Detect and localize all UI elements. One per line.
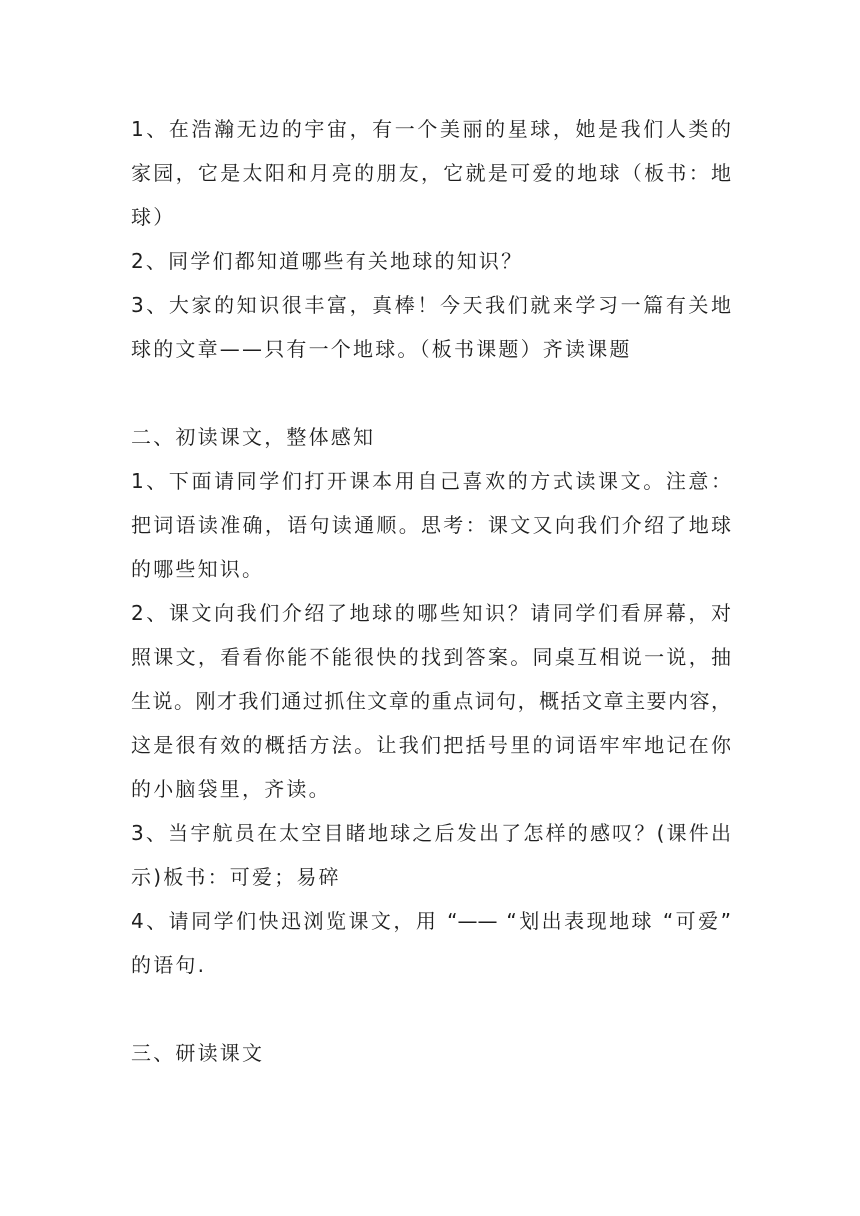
text-line: 2、同学们都知道哪些有关地球的知识？ xyxy=(131,249,524,273)
text-line: 的小脑袋里，齐读。 xyxy=(131,777,331,801)
reading-paragraph-1 xyxy=(131,459,731,591)
spacer xyxy=(131,987,731,1031)
text-line: 2、课文向我们介绍了地球的哪些知识？请同学们看屏幕，对 xyxy=(131,601,731,625)
document-page xyxy=(131,107,731,1075)
spacer xyxy=(131,371,731,415)
text-line: 3、大家的知识很丰富，真棒！今天我们就来学习一篇有关地 xyxy=(131,293,731,317)
text-line: 4、请同学们快迅浏览课文，用 “—— “划出表现地球 “可爱” xyxy=(131,909,731,933)
text-line: 把词语读准确，语句读通顺。思考：课文又向我们介绍了地球 xyxy=(131,513,731,537)
reading-paragraph-2 xyxy=(131,591,731,811)
text-line: 3、当宇航员在太空目睹地球之后发出了怎样的感叹？(课件出 xyxy=(131,821,731,845)
section-heading: 二、初读课文，整体感知 xyxy=(131,425,376,449)
text-line: 的语句. xyxy=(131,953,207,977)
text-line: 球） xyxy=(131,205,176,229)
reading-paragraph-3 xyxy=(131,811,731,899)
reading-paragraph-4 xyxy=(131,899,731,987)
intro-paragraph-1 xyxy=(131,107,731,239)
intro-paragraph-2 xyxy=(131,239,731,283)
text-line: 生说。刚才我们通过抓住文章的重点词句，概括文章主要内容， xyxy=(131,689,731,713)
section-heading: 三、研读课文 xyxy=(131,1041,265,1065)
text-line: 球的文章——只有一个地球。（板书课题）齐读课题 xyxy=(131,337,632,361)
text-line: 1、下面请同学们打开课本用自己喜欢的方式读课文。注意： xyxy=(131,469,731,493)
text-line: 示)板书：可爱；易碎 xyxy=(131,865,341,889)
intro-paragraph-3 xyxy=(131,283,731,371)
text-line: 1、在浩瀚无边的宇宙，有一个美丽的星球，她是我们人类的 xyxy=(131,117,731,141)
text-line: 这是很有效的概括方法。让我们把括号里的词语牢牢地记在你 xyxy=(131,733,731,757)
text-line: 家园，它是太阳和月亮的朋友，它就是可爱的地球（板书：地 xyxy=(131,161,731,185)
text-line: 的哪些知识。 xyxy=(131,557,265,581)
text-line: 照课文，看看你能不能很快的找到答案。同桌互相说一说，抽 xyxy=(131,645,731,669)
